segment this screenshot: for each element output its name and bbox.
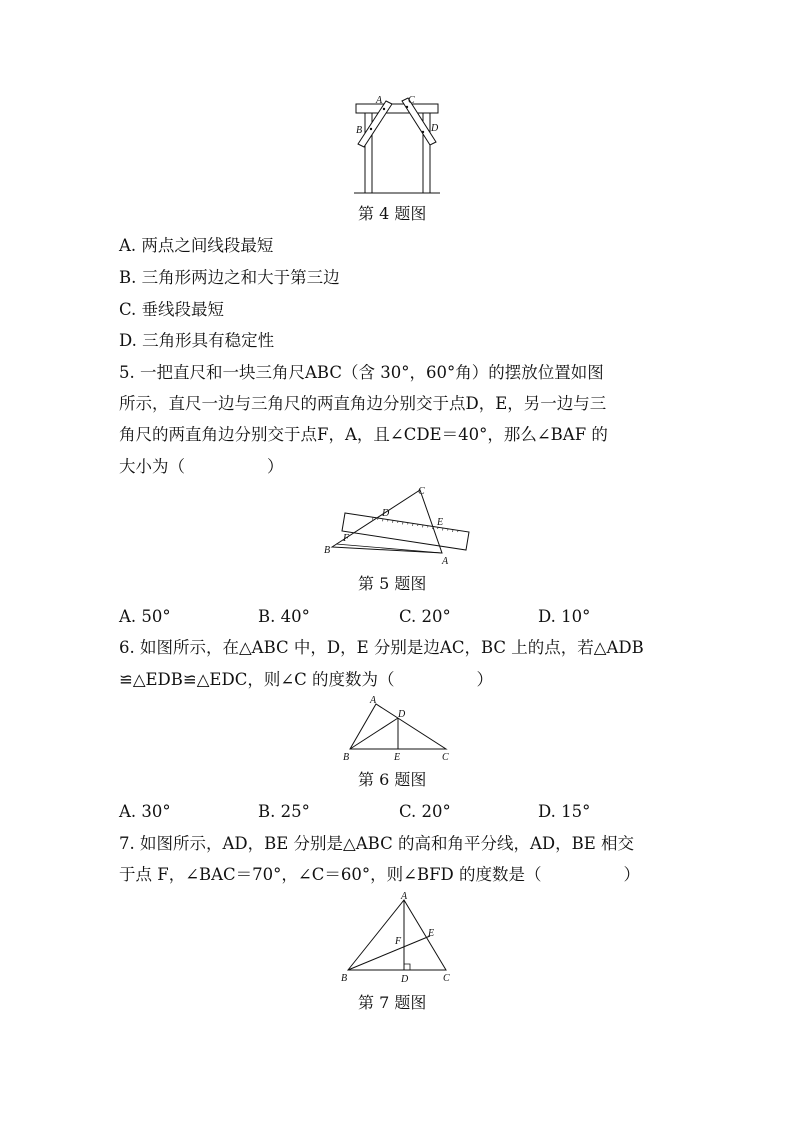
q4-option-c: C. 垂线段最短 bbox=[119, 300, 225, 319]
q5-line-2: 所示，直尺一边与三角尺的两直角边分别交于点D，E，另一边与三 bbox=[119, 394, 607, 413]
fig4-label-c: C bbox=[408, 95, 415, 106]
q7-line-2-text: 于点 F，∠BAC＝70°，∠C＝60°，则∠BFD 的度数是（ bbox=[119, 865, 542, 884]
fig4-label-d: D bbox=[431, 123, 439, 134]
fig5-label-d: D bbox=[382, 508, 390, 519]
q5-option-c: C. 20° bbox=[399, 607, 451, 626]
q5-line-1: 5. 一把直尺和一块三角尺ABC（含 30°，60°角）的摆放位置如图 bbox=[119, 363, 604, 382]
q4-option-a: A. 两点之间线段最短 bbox=[119, 236, 274, 255]
q7-line-2 bbox=[119, 865, 640, 885]
q6-option-a: A. 30° bbox=[119, 802, 171, 821]
fig7-label-a: A bbox=[401, 891, 408, 902]
q7-close-paren: ） bbox=[623, 865, 640, 884]
q6-option-c: C. 20° bbox=[399, 802, 451, 821]
fig7-label-b: B bbox=[341, 973, 348, 984]
fig4-caption: 第 4 题图 bbox=[358, 204, 427, 223]
q5-close-paren: ） bbox=[267, 457, 284, 476]
q5-line-4-text: 大小为（ bbox=[119, 457, 185, 476]
q6-line-2-text: ≌△EDB≌△EDC，则∠C 的度数为（ bbox=[119, 670, 395, 689]
fig7-caption: 第 7 题图 bbox=[358, 993, 427, 1012]
q6-close-paren: ） bbox=[476, 670, 494, 689]
fig7-label-c: C bbox=[443, 973, 450, 984]
fig6-label-c: C bbox=[442, 752, 449, 763]
fig4-label-b: B bbox=[356, 125, 363, 136]
fig6-label-b: B bbox=[343, 752, 350, 763]
figure-6 bbox=[336, 694, 456, 764]
fig7-label-e: E bbox=[428, 928, 435, 939]
figure-5 bbox=[318, 485, 478, 567]
fig6-label-e: E bbox=[394, 752, 401, 763]
fig6-caption: 第 6 题图 bbox=[358, 770, 427, 789]
q7-line-1: 7. 如图所示，AD，BE 分别是△ABC 的高和角平分线，AD，BE 相交 bbox=[119, 834, 635, 853]
figure-4 bbox=[350, 95, 445, 197]
fig5-label-f: F bbox=[343, 533, 350, 544]
fig7-label-f: F bbox=[395, 936, 402, 947]
figure-7 bbox=[336, 888, 458, 988]
q4-option-d: D. 三角形具有稳定性 bbox=[119, 331, 275, 350]
q6-line-2 bbox=[119, 670, 493, 690]
q5-option-a: A. 50° bbox=[119, 607, 171, 626]
fig5-label-e: E bbox=[437, 517, 444, 528]
q5-line-4 bbox=[119, 457, 284, 477]
fig6-label-a: A bbox=[370, 695, 377, 706]
fig6-label-d: D bbox=[398, 709, 406, 720]
q6-option-b: B. 25° bbox=[258, 802, 310, 821]
fig5-caption: 第 5 题图 bbox=[358, 574, 427, 593]
q5-option-d: D. 10° bbox=[538, 607, 591, 626]
q6-option-d: D. 15° bbox=[538, 802, 591, 821]
fig5-label-c: C bbox=[418, 486, 425, 497]
q5-option-b: B. 40° bbox=[258, 607, 310, 626]
fig7-label-d: D bbox=[401, 974, 409, 985]
q5-line-3: 角尺的两直角边分别交于点F，A，且∠CDE＝40°，那么∠BAF 的 bbox=[119, 425, 608, 444]
q4-option-b: B. 三角形两边之和大于第三边 bbox=[119, 268, 340, 287]
fig5-label-a: A bbox=[442, 556, 449, 567]
fig4-label-a: A bbox=[376, 95, 383, 106]
q6-line-1: 6. 如图所示，在△ABC 中，D，E 分别是边AC，BC 上的点，若△ADB bbox=[119, 638, 644, 657]
fig5-label-b: B bbox=[324, 545, 331, 556]
